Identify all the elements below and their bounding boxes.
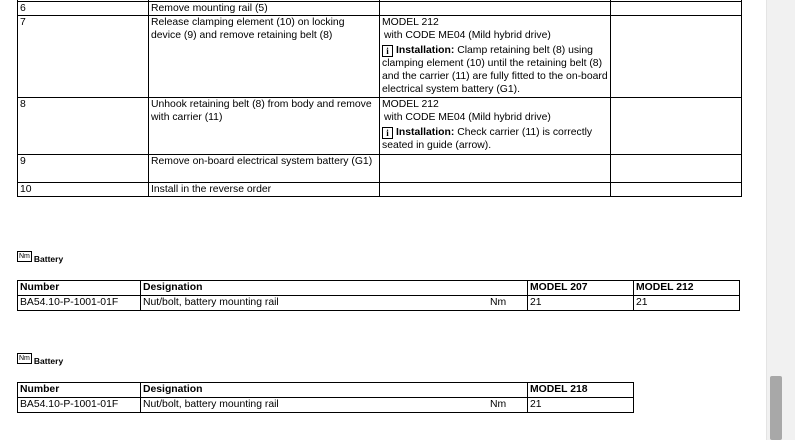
step-number: 8 [18, 98, 149, 155]
table-header-row: Number Designation MODEL 218 [18, 383, 634, 398]
torque-title: Battery [33, 254, 64, 264]
model-code: with CODE ME04 (Mild hybrid drive) [384, 112, 551, 123]
step-number: 9 [18, 155, 149, 183]
note-text: Check carrier (11) is correctly seated in guide (arrow). [382, 127, 593, 151]
note-text: Clamp retaining belt (8) using clamping element (10) until the retaining belt (8) and the carrier (11) are fully fitted to the on-board electrical system battery (G1). [382, 45, 608, 95]
table-row [18, 2, 742, 16]
vertical-scrollbar[interactable] [766, 0, 795, 440]
step-action: Release clamping element (10) on locking device (9) and remove retaining belt (8) [149, 16, 380, 98]
torque-heading [17, 251, 63, 264]
torque-nm-icon: Nm [19, 355, 30, 362]
table-row: BA54.10-P-1001-01F Nut/bolt, battery mounting rail Nm 21 [18, 398, 634, 413]
table-row [18, 155, 742, 183]
torque-heading [17, 353, 63, 366]
table-header-row: Number Designation MODEL 207 MODEL 212 [18, 281, 740, 296]
model-label: MODEL 212 [382, 17, 439, 28]
note-label: Installation: [396, 127, 455, 138]
torque-title: Battery [33, 356, 64, 366]
model-code: with CODE ME04 (Mild hybrid drive) [384, 30, 551, 41]
model-label: MODEL 212 [382, 99, 439, 110]
step-action: Remove on-board electrical system battery (G1) [149, 155, 380, 183]
table-row: BA54.10-P-1001-01F Nut/bolt, battery mounting rail Nm 21 21 [18, 296, 740, 311]
installation-note [382, 44, 608, 96]
table-row [18, 16, 742, 98]
torque-table-1 [17, 280, 740, 311]
step-action: Install in the reverse order [149, 183, 380, 197]
torque-nm-icon: Nm [19, 253, 30, 260]
info-icon: i [382, 127, 393, 139]
step-number: 6 [18, 2, 149, 16]
installation-note [382, 126, 608, 152]
step-number: 7 [18, 16, 149, 98]
scrollbar-thumb[interactable] [770, 376, 782, 440]
step-number: 10 [18, 183, 149, 197]
table-row [18, 183, 742, 197]
step-action: Unhook retaining belt (8) from body and remove with carrier (11) [149, 98, 380, 155]
step-action: Remove mounting rail (5) [149, 2, 380, 16]
info-icon: i [382, 45, 393, 57]
table-row [18, 98, 742, 155]
note-label: Installation: [396, 45, 455, 56]
steps-table [17, 0, 742, 197]
torque-table-2 [17, 382, 634, 413]
